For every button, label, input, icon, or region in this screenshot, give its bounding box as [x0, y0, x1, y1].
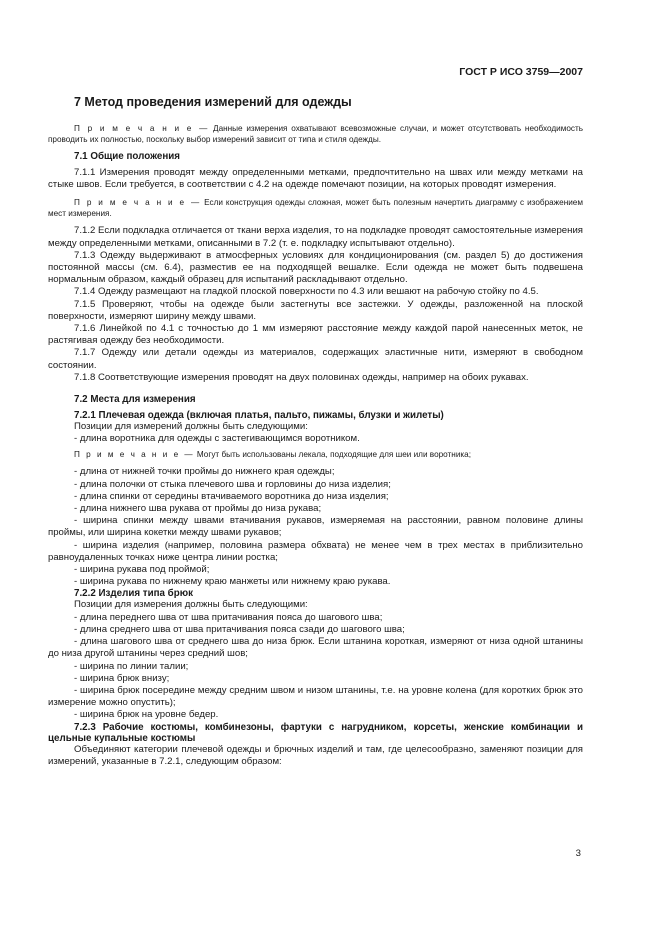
- paragraph-7-1-7: 7.1.7 Одежду или детали одежды из материалов, содержащих эластичные нити, измеряют в свободном состоянии.: [48, 347, 583, 371]
- paragraph-7-1-2: 7.1.2 Если подкладка отличается от ткани верха изделия, то на подкладке проводят самостоятельные измерения между определенными метками, описанными в 7.2 (т. е. подкладку испытывают отдельно).: [48, 225, 583, 249]
- list-item: - ширина брюк внизу;: [74, 672, 170, 684]
- section-7-2-2-title: 7.2.2 Изделия типа брюк: [74, 588, 193, 600]
- list-item: - ширина спинки между швами втачивания рукавов, измеряемая на расстоянии, равном половине длины проймы, или ширина кокетки между швами рукавов;: [48, 515, 583, 539]
- note-text: Данные измерения охватывают всевозможные случаи, и может отсутствовать необходимость проводить их полностью, поскольку выбор измерений зависит от типа и стиля одежды.: [48, 124, 583, 144]
- paragraph-7-1-4: 7.1.4 Одежду размещают на гладкой плоской поверхности по 4.3 или вешают на рабочую стойку по 4.5.: [74, 286, 539, 298]
- list-item: - ширина брюк посередине между средним швом и низом штанины, т.е. на уровне колена (для коротких брюк это измерение можно опустить);: [48, 684, 583, 709]
- paragraph-7-1-3: 7.1.3 Одежду выдерживают в атмосферных условиях для кондиционирования (см. раздел 5) до достижения постоянной массы (см. 6.4), разместив ее на подходящей вешалке. Если одежда не может быть подвешена нормальным образом, каждый образец для испытаний раскладывают отдельно.: [48, 249, 583, 286]
- section-7-2-title: 7.2 Места для измерения: [74, 394, 196, 406]
- list-item: - длина полочки от стыка плечевого шва и горловины до низа изделия;: [74, 478, 391, 490]
- list-item: - ширина рукава по нижнему краю манжеты или нижнему краю рукава.: [74, 576, 391, 588]
- paragraph-7-1-6: 7.1.6 Линейкой по 4.1 с точностью до 1 мм измеряют расстояние между каждой парой нанесенных меток, не растягивая одежду без необходимости.: [48, 323, 583, 347]
- note-label: П р и м е ч а н и е —: [74, 450, 195, 460]
- section-7-1-title: 7.1 Общие положения: [74, 151, 181, 162]
- section-7-title: 7 Метод проведения измерений для одежды: [74, 95, 352, 109]
- note-label: П р и м е ч а н и е —: [74, 198, 202, 208]
- note-label: П р и м е ч а н и е —: [74, 124, 210, 133]
- page-content: [48, 95, 583, 768]
- section-7-2-2-intro: Позиции для измерения должны быть следующими:: [74, 599, 308, 611]
- page-number: 3: [575, 848, 581, 859]
- section-7-1-note: [48, 197, 583, 219]
- list-item: - длина воротника для одежды с застегивающимся воротником.: [74, 433, 360, 445]
- note-text: Если конструкция одежды сложная, может быть полезным начертить диаграмму с изображением мест измерения.: [48, 198, 583, 219]
- paragraph-7-1-1: 7.1.1 Измерения проводят между определенными метками, предпочтительно на швах или между метками на стыке швов. Если требуется, в соответствии с 4.2 на одежде помечают позиции, на которых проводят измерения.: [48, 167, 583, 191]
- document-id: ГОСТ Р ИСО 3759—2007: [459, 66, 583, 78]
- paragraph-7-1-5: 7.1.5 Проверяют, чтобы на одежде были застегнуты все застежки. У одежды, разложенной на плоской поверхности, измеряют ширину между швами.: [48, 298, 583, 322]
- section-7-2-1-title: 7.2.1 Плечевая одежда (включая платья, пальто, пижамы, блузки и жилеты): [74, 410, 444, 422]
- list-item: - длина среднего шва от шва притачивания пояса сзади до шагового шва;: [74, 623, 405, 635]
- note-text: Могут быть использованы лекала, подходящие для шеи или воротника;: [194, 450, 471, 460]
- list-item: - ширина изделия (например, половина размера обхвата) не менее чем в трех местах в приблизительно равноудаленных точках ниже центра линии ростка;: [48, 539, 583, 563]
- paragraph-7-1-8: 7.1.8 Соответствующие измерения проводят на двух половинах одежды, например на обоих рукавах.: [74, 371, 529, 383]
- list-item: - длина спинки от середины втачиваемого воротника до низа изделия;: [74, 490, 389, 502]
- list-item: - ширина рукава под проймой;: [74, 564, 210, 576]
- list-item: - длина от нижней точки проймы до нижнего края одежды;: [74, 466, 335, 478]
- list-item: - длина переднего шва от шва притачивания пояса до шагового шва;: [74, 611, 383, 623]
- section-7-2-3-text: Объединяют категории плечевой одежды и брючных изделий и там, где целесообразно, заменяют позиции для измерений, указанные в 7.2.1, следующим образом:: [48, 743, 583, 767]
- section-7-2-1-note: [48, 449, 583, 460]
- section-7-2-3-title: 7.2.3 Рабочие костюмы, комбинезоны, фартуки с нагрудником, корсеты, женские комбинации и цельные купальные костюмы: [48, 721, 583, 744]
- section-7-2-1-intro: Позиции для измерений должны быть следующими:: [74, 421, 308, 433]
- list-item: - длина шагового шва от среднего шва до низа брюк. Если штанина короткая, измеряют от низа одной штанины до низа другой штанины через средний шов;: [48, 636, 583, 660]
- list-item: - ширина брюк на уровне бедер.: [74, 709, 219, 721]
- list-item: - ширина по линии талии;: [74, 660, 189, 672]
- section-7-note: [48, 123, 583, 145]
- list-item: - длина нижнего шва рукава от проймы до низа рукава;: [74, 503, 322, 515]
